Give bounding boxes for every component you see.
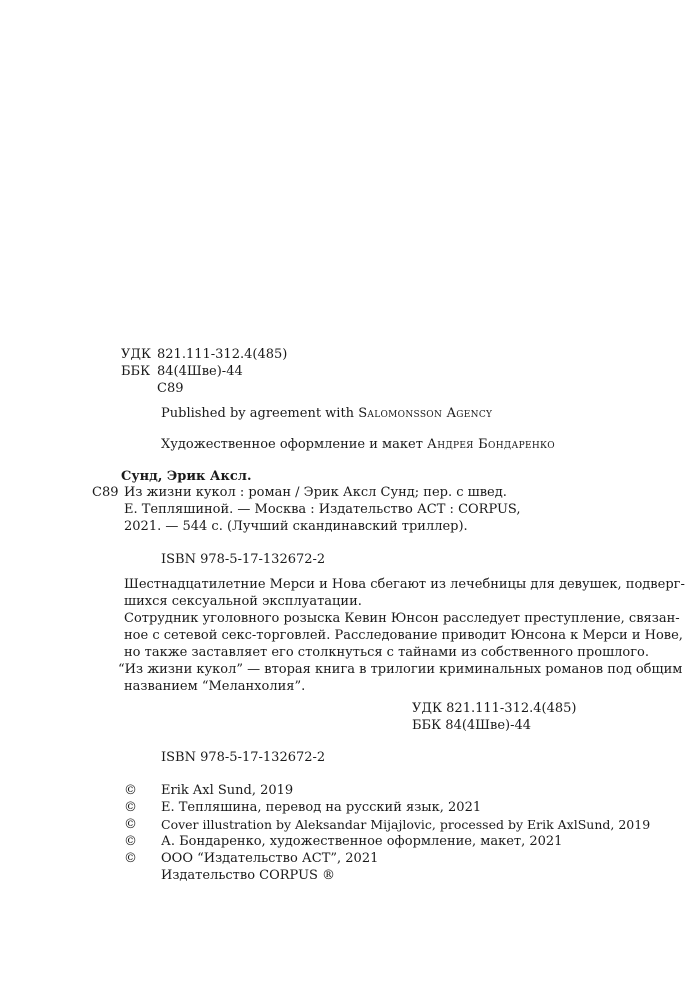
bib-mark: С89 bbox=[92, 485, 119, 500]
agreement-prefix: Published by agreement with bbox=[161, 406, 355, 421]
annotation-line: Шестнадцатилетние Мерси и Нова сбегают из лечебницы для девушек, подверг- bbox=[124, 577, 685, 592]
bib-line-2: Е. Тепляшиной. — Москва : Издательство АСТ : CORPUS, bbox=[124, 502, 521, 517]
copyright-text: Cover illustration by Aleksandar Mijajlovic, processed by Erik AxlSund, 2019 bbox=[161, 817, 651, 832]
udk-label: УДК bbox=[121, 347, 152, 362]
annotation-line: Сотрудник уголовного розыска Кевин Юнсон расследует преступление, связан- bbox=[124, 611, 680, 626]
udk-repeat: УДК 821.111-312.4(485) bbox=[412, 701, 577, 716]
copyright-symbol: © bbox=[124, 783, 137, 798]
author-heading: Сунд, Эрик Аксл. bbox=[121, 469, 252, 484]
copyright-symbol: © bbox=[124, 834, 137, 849]
annotation-line: но также заставляет его столкнуться с тайнами из собственного прошлого. bbox=[124, 645, 650, 660]
bib-line-1: Из жизни кукол : роман / Эрик Аксл Сунд; пер. с швед. bbox=[124, 485, 507, 500]
author-mark: С89 bbox=[157, 381, 184, 396]
copyright-text: ООО “Издательство АСТ”, 2021 bbox=[161, 851, 379, 866]
copyright-symbol: © bbox=[124, 851, 137, 866]
copyright-symbol: © bbox=[124, 817, 137, 832]
designer-name: Андрея Бондаренко bbox=[427, 437, 555, 452]
annotation-line: названием “Меланхолия”. bbox=[124, 679, 306, 694]
copyright-text: Erik Axl Sund, 2019 bbox=[161, 783, 294, 798]
copyright-text: А. Бондаренко, художественное оформление, макет, 2021 bbox=[161, 834, 563, 849]
bbk-label: ББК bbox=[121, 364, 151, 379]
design-line bbox=[161, 436, 555, 453]
isbn-top: ISBN 978-5-17-132672-2 bbox=[161, 552, 326, 567]
design-prefix: Художественное оформление и макет bbox=[161, 437, 423, 452]
udk-line bbox=[121, 346, 287, 363]
annotation-line: ное с сетевой секс-торговлей. Расследование приводит Юнсона к Мерси и Нове, bbox=[124, 628, 683, 643]
bbk-value: 84(4Шве)-44 bbox=[157, 364, 243, 379]
bib-line-3: 2021. — 544 с. (Лучший скандинавский триллер). bbox=[124, 519, 468, 534]
publisher-mark: Издательство CORPUS ® bbox=[161, 868, 336, 883]
isbn-bottom: ISBN 978-5-17-132672-2 bbox=[161, 750, 326, 765]
copyright-symbol: © bbox=[124, 800, 137, 815]
copyright-text: Е. Тепляшина, перевод на русский язык, 2021 bbox=[161, 800, 482, 815]
bbk-line bbox=[121, 363, 243, 380]
bbk-repeat: ББК 84(4Шве)-44 bbox=[412, 718, 532, 733]
annotation-line: шихся сексуальной эксплуатации. bbox=[124, 594, 362, 609]
agreement-line bbox=[161, 405, 492, 422]
udk-value: 821.111-312.4(485) bbox=[157, 347, 288, 362]
agency-name: Salomonsson Agency bbox=[358, 406, 493, 421]
annotation-line: “Из жизни кукол” — вторая книга в трилогии криминальных романов под общим bbox=[118, 662, 683, 677]
